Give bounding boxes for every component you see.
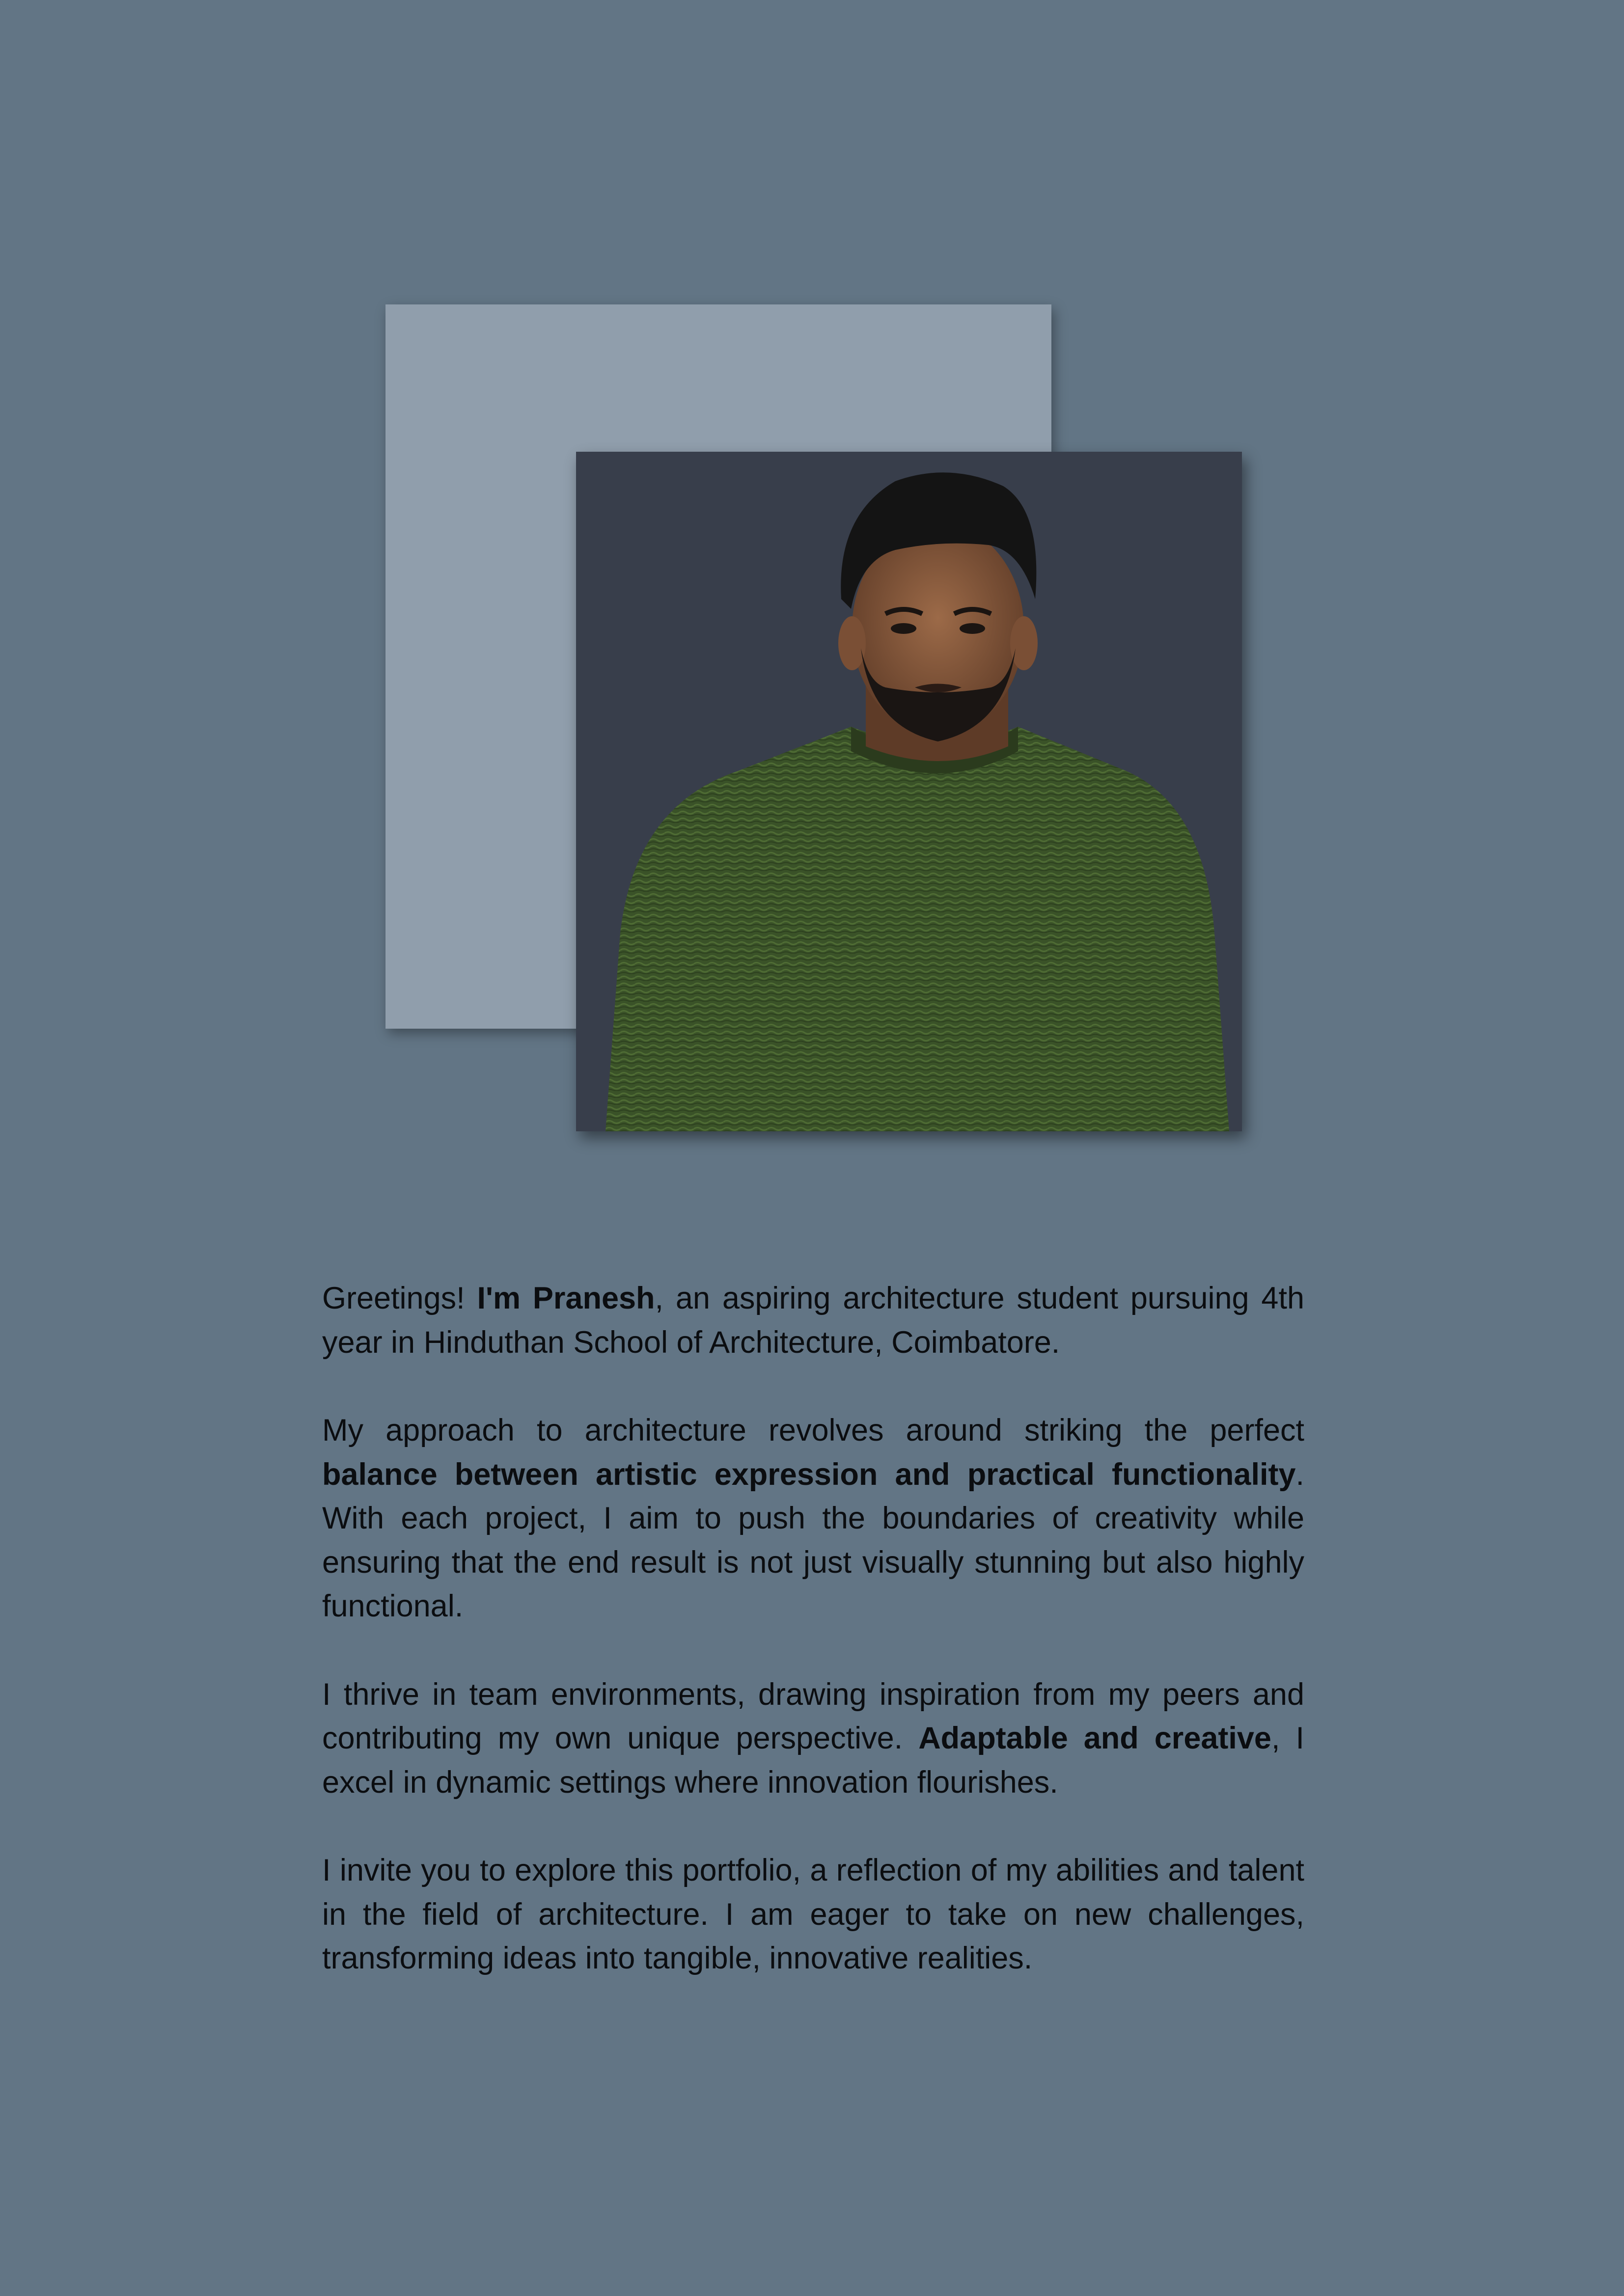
bio-intro-post: , an aspiring architecture student pursuing 4th year in Hinduthan School of Architecture, Coimbatore. [322, 1281, 1305, 1360]
bio-approach-bold: balance between artistic expression and practical functionality [322, 1457, 1296, 1492]
bio-intro-name: I'm Pranesh [477, 1281, 655, 1315]
bio-paragraph-teamwork [322, 1673, 1304, 1805]
bio-paragraph-invite [322, 1849, 1304, 1981]
bio-teamwork-post: , I excel in dynamic settings where innovation flourishes. [322, 1721, 1304, 1800]
bio-paragraph-approach [322, 1409, 1304, 1629]
portrait-illustration [576, 452, 1242, 1131]
bio-invite-text: I invite you to explore this portfolio, a reflection of my abilities and talent in the field of architecture. I am eager to take on new challenges, transforming ideas into tangible, innovative realities. [322, 1853, 1304, 1975]
portrait-photo [576, 452, 1242, 1131]
bio-approach-pre: My approach to architecture revolves around striking the perfect [322, 1413, 1304, 1448]
bio-paragraph-intro [322, 1277, 1304, 1365]
bio-approach-post: . With each project, I aim to push the boundaries of creativity while ensuring that the end result is not just visually stunning but also highly functional. [322, 1457, 1304, 1623]
bio-intro-pre: Greetings! [322, 1281, 477, 1315]
bio-teamwork-bold: Adaptable and creative [918, 1721, 1271, 1755]
bio-teamwork-pre: I thrive in team environments, drawing inspiration from my peers and contributing my own unique perspective. [322, 1677, 1304, 1755]
bio-text [322, 1277, 1304, 2025]
